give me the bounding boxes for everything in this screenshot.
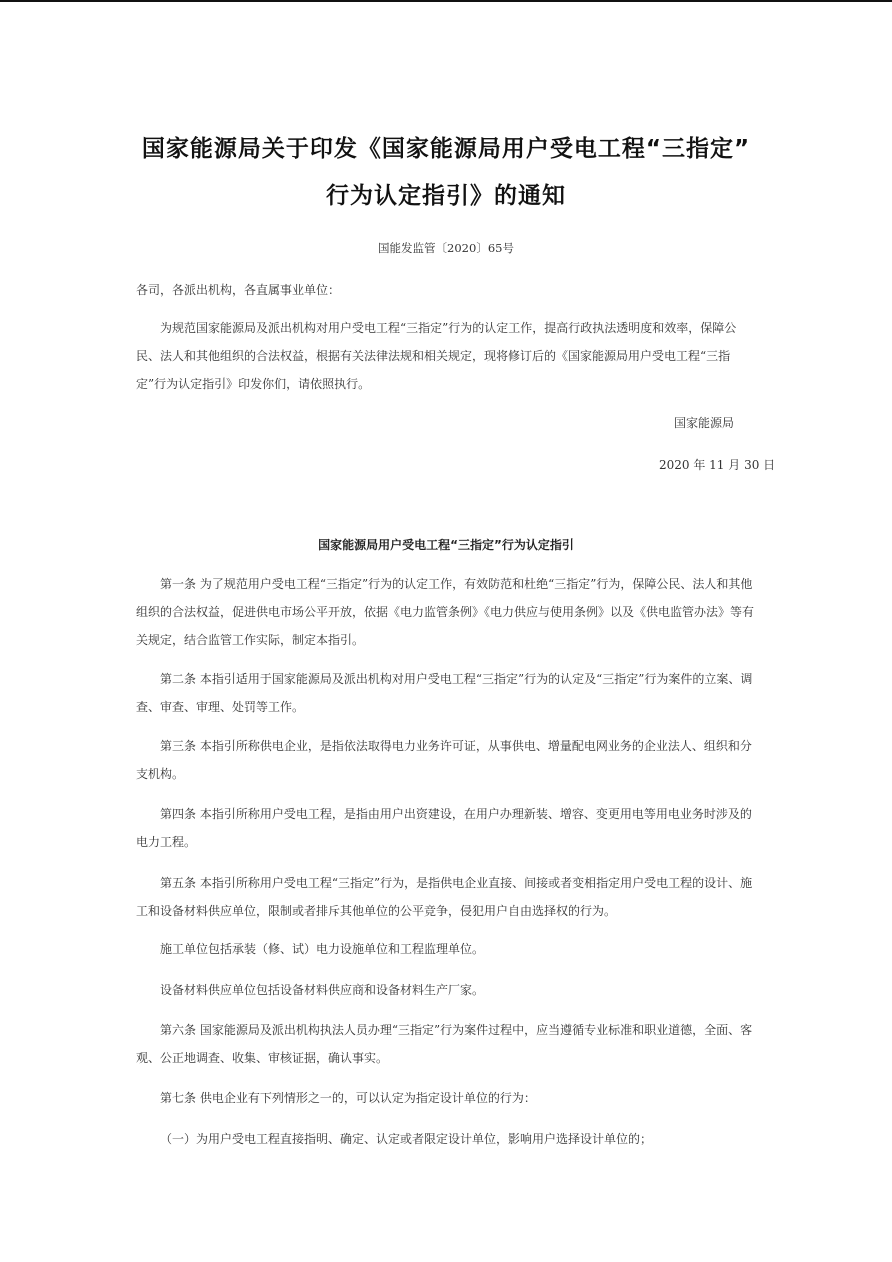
article-3: 第三条 本指引所称供电企业，是指依法取得电力业务许可证，从事供电、增量配电网业务的企业法人、组织和分支机构。 xyxy=(136,739,752,781)
issue-date: 2020 年 11 月 30 日 xyxy=(659,458,776,472)
document-title-line-2: 行为认定指引》的通知 xyxy=(326,183,566,209)
issuer-signature: 国家能源局 xyxy=(674,416,735,430)
salutation: 各司，各派出机构，各直属事业单位： xyxy=(136,283,341,297)
article-5-supplier-units: 设备材料供应单位包括设备材料供应商和设备材料生产厂家。 xyxy=(160,983,485,997)
document-title-line-1: 国家能源局关于印发《国家能源局用户受电工程“三指定” xyxy=(141,136,751,162)
intro-paragraph: 为规范国家能源局及派出机构对用户受电工程“三指定”行为的认定工作，提高行政执法透明度和效率，保障公民、法人和其他组织的合法权益，根据有关法律法规和相关规定，现将修订后的《国家能源局用户受电工程“三指定”行为认定指引》印发你们，请依照执行。 xyxy=(136,321,737,391)
article-7-item-1: （一）为用户受电工程直接指明、确定、认定或者限定设计单位，影响用户选择设计单位的； xyxy=(160,1132,653,1146)
article-4: 第四条 本指引所称用户受电工程，是指由用户出资建设，在用户办理新装、增容、变更用电等用电业务时涉及的电力工程。 xyxy=(136,807,752,849)
article-5: 第五条 本指引所称用户受电工程“三指定”行为，是指供电企业直接、间接或者变相指定用户受电工程的设计、施工和设备材料供应单位，限制或者排斥其他单位的公平竞争，侵犯用户自由选择权的行为。 xyxy=(136,876,753,918)
article-2: 第二条 本指引适用于国家能源局及派出机构对用户受电工程“三指定”行为的认定及“三指定”行为案件的立案、调查、审查、审理、处罚等工作。 xyxy=(136,672,753,714)
article-6: 第六条 国家能源局及派出机构执法人员办理“三指定”行为案件过程中，应当遵循专业标准和职业道德，全面、客观、公正地调查、收集、审核证据，确认事实。 xyxy=(136,1023,753,1065)
guide-title: 国家能源局用户受电工程“三指定”行为认定指引 xyxy=(318,538,574,552)
article-5-construction-units: 施工单位包括承装（修、试）电力设施单位和工程监理单位。 xyxy=(160,942,485,956)
article-7: 第七条 供电企业有下列情形之一的，可以认定为指定设计单位的行为： xyxy=(160,1091,536,1105)
document-number: 国能发监管〔2020〕65号 xyxy=(378,241,514,255)
article-1: 第一条 为了规范用户受电工程“三指定”行为的认定工作，有效防范和杜绝“三指定”行为，保障公民、法人和其他组织的合法权益，促进供电市场公平开放，依据《电力监管条例》《电力供应与使用条例》以及《供电监管办法》等有关规定，结合监管工作实际，制定本指引。 xyxy=(136,577,755,647)
